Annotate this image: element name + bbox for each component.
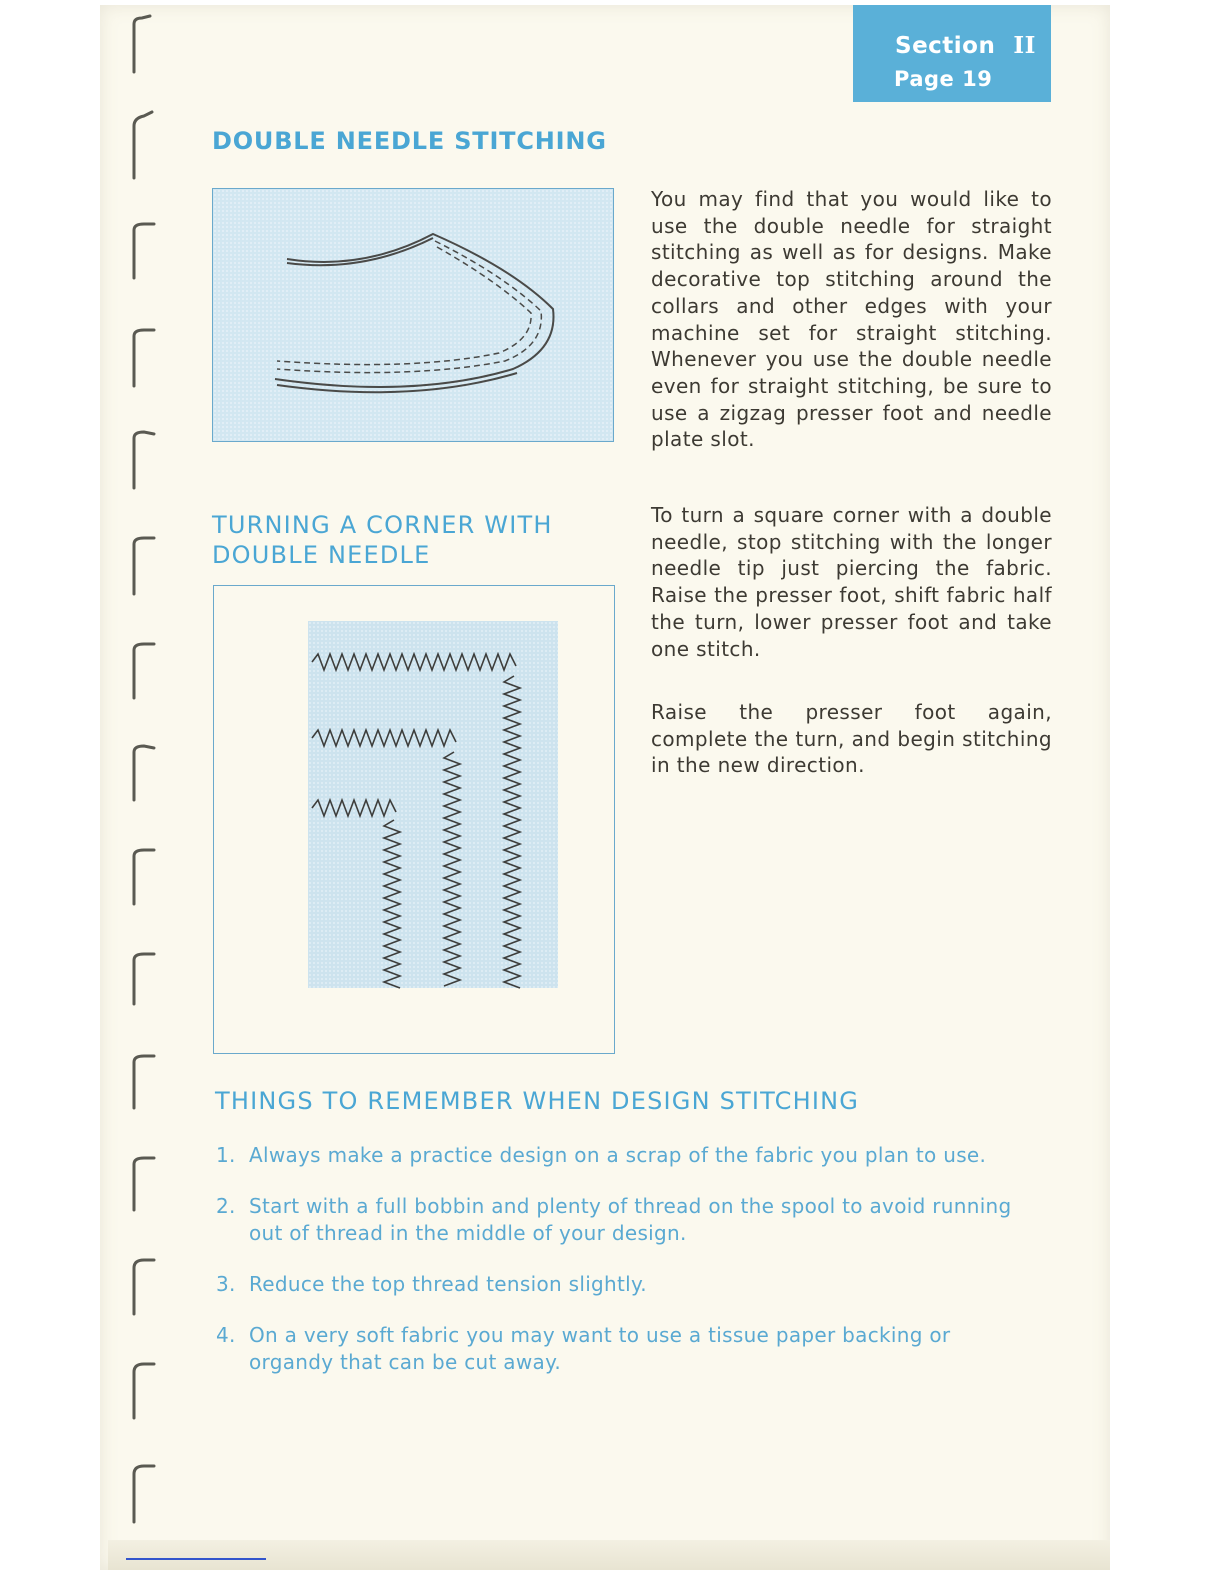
binding-ring	[134, 850, 154, 904]
binding-ring	[134, 112, 152, 178]
list-item-number: 4.	[216, 1323, 236, 1347]
binding-ring	[134, 1260, 154, 1314]
double-needle-heading: DOUBLE NEEDLE STITCHING	[212, 127, 607, 155]
double-needle-text: You may find that you would like to use the double needle for straight stitching as well as for designs. Make decorative top stitching around the collars and other edges with your machine set for straight stitching. Whenever you use the double needle even for straight stitching, be sure to use a zigzag presser foot and needle plate slot.	[651, 187, 1052, 452]
corner-heading-line1: TURNING A CORNER WITH	[212, 511, 553, 539]
footer-rule	[126, 1558, 266, 1560]
list-item-text: Start with a full bobbin and plenty of thread on the spool to avoid running out of thread in the middle of your design.	[249, 1194, 1012, 1245]
binding-ring	[134, 224, 154, 278]
collar-stitch-drawing	[213, 189, 613, 441]
binding-ring	[134, 1158, 154, 1210]
corner-text-2: Raise the presser foot again, complete the turn, and begin stitching in the new direction.	[651, 700, 1052, 778]
corner-text-1: To turn a square corner with a double needle, stop stitching with the longer needle tip just piercing the fabric. Raise the presser foot, shift fabric half the turn, lower presser foot and take one stitch.	[651, 503, 1052, 661]
page-bottom-edge	[108, 1540, 1110, 1570]
zigzag-corner-drawing	[214, 586, 614, 1053]
list-item-number: 1.	[216, 1143, 236, 1167]
corner-heading-line2: DOUBLE NEEDLE	[212, 541, 431, 569]
corner-turning-illustration	[213, 585, 615, 1054]
binding-ring	[134, 1364, 154, 1418]
binding-ring	[134, 1466, 154, 1522]
spiral-binding	[126, 10, 166, 1540]
list-item	[216, 1271, 1036, 1298]
list-item-text: Always make a practice design on a scrap of the fabric you plan to use.	[249, 1143, 987, 1167]
list-item-number: 3.	[216, 1272, 236, 1296]
list-item	[216, 1142, 1036, 1169]
list-item	[216, 1193, 1036, 1247]
binding-ring	[134, 16, 150, 72]
remember-heading: THINGS TO REMEMBER WHEN DESIGN STITCHING	[215, 1087, 860, 1115]
list-item-text: Reduce the top thread tension slightly.	[249, 1272, 647, 1296]
section-page-tab	[853, 5, 1051, 102]
section-number: II	[1013, 32, 1036, 59]
list-item-number: 2.	[216, 1194, 236, 1218]
binding-ring	[134, 954, 154, 1004]
page-number: Page 19	[894, 67, 993, 91]
list-item	[216, 1322, 1036, 1376]
binding-ring	[134, 644, 154, 698]
binding-ring	[134, 330, 154, 386]
list-item-text: On a very soft fabric you may want to use a tissue paper backing or organdy that can be cut away.	[249, 1323, 951, 1374]
double-needle-illustration	[212, 188, 614, 442]
section-label: Section II	[895, 32, 1036, 59]
binding-ring	[134, 538, 154, 594]
binding-ring	[134, 1056, 154, 1108]
binding-ring	[134, 432, 154, 488]
remember-list	[216, 1142, 1036, 1400]
binding-ring	[134, 746, 154, 800]
